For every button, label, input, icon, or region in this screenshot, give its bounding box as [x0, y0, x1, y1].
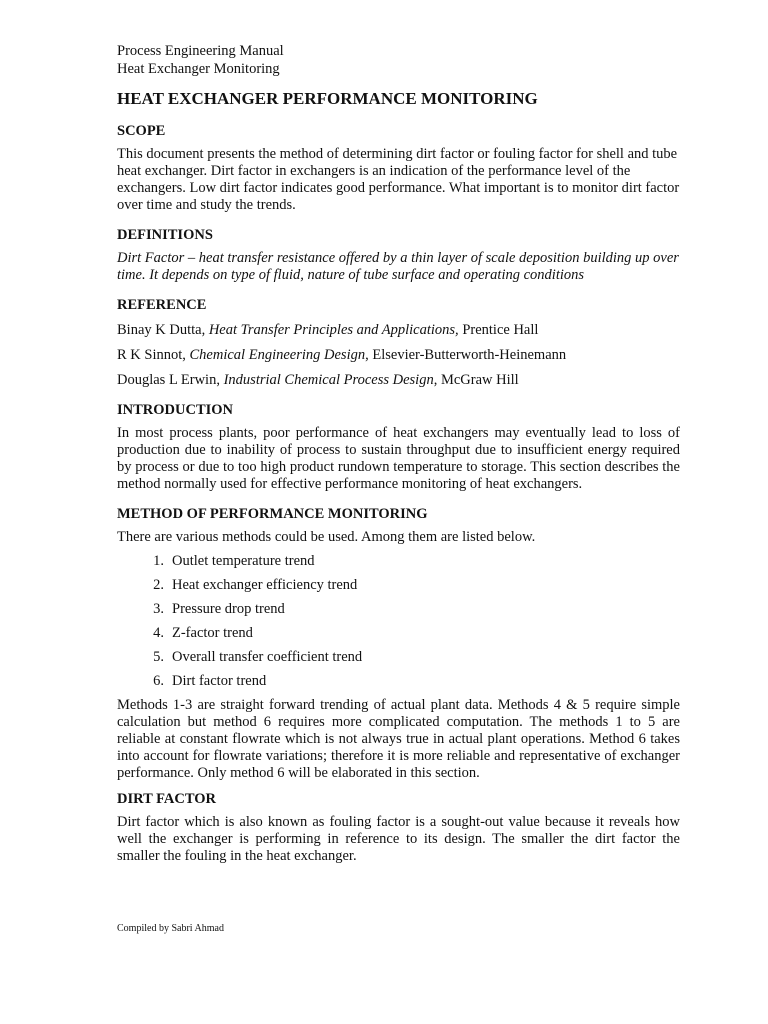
- reference-author: R K Sinnot,: [117, 347, 190, 363]
- introduction-heading: INTRODUCTION: [117, 402, 234, 418]
- document-page: [117, 42, 680, 865]
- method-heading: METHOD OF PERFORMANCE MONITORING: [117, 506, 428, 522]
- list-item-text: Dirt factor trend: [172, 673, 267, 689]
- dirt-factor-heading: DIRT FACTOR: [117, 791, 216, 807]
- reference-author: Binay K Dutta,: [117, 322, 209, 338]
- reference-book: Industrial Chemical Process Design: [223, 372, 434, 388]
- list-item-number: 1.: [153, 553, 164, 569]
- list-item-number: 5.: [153, 649, 164, 665]
- reference-item: [117, 322, 680, 339]
- reference-publisher: Prentice Hall: [458, 322, 539, 338]
- reference-publisher: , McGraw Hill: [433, 372, 519, 388]
- list-item: [117, 625, 680, 642]
- reference-list: [117, 322, 680, 389]
- scope-text: This document presents the method of determining dirt factor or fouling factor for shell and tube heat exchanger. Dirt factor in exchangers is an indication of the performance level of the exchangers. Low dirt factor indicates good performance. What important is to monitor dirt factor over time and study the trends.: [117, 146, 680, 213]
- list-item: [117, 553, 680, 570]
- list-item-number: 2.: [153, 577, 164, 593]
- definitions-heading: DEFINITIONS: [117, 227, 213, 243]
- list-item-text: Heat exchanger efficiency trend: [172, 577, 358, 593]
- method-intro: There are various methods could be used. Among them are listed below.: [117, 529, 536, 545]
- header-section-title: Heat Exchanger Monitoring: [117, 61, 280, 77]
- dirt-factor-text: Dirt factor which is also known as fouling factor is a sought-out value because it reveals how well the exchanger is performing in reference to its design. The smaller the dirt factor the smaller the fouling in the heat exchanger.: [117, 814, 680, 864]
- reference-book: Heat Transfer Principles and Applications,: [208, 322, 459, 338]
- list-item-number: 6.: [153, 673, 164, 689]
- list-item-text: Pressure drop trend: [172, 601, 285, 617]
- list-item-number: 4.: [153, 625, 164, 641]
- reference-item: [117, 347, 680, 364]
- header-manual-title: Process Engineering Manual: [117, 43, 284, 59]
- list-item: [117, 577, 680, 594]
- reference-heading: REFERENCE: [117, 297, 207, 313]
- reference-item: [117, 372, 680, 389]
- list-item-number: 3.: [153, 601, 164, 617]
- method-text: Methods 1-3 are straight forward trending of actual plant data. Methods 4 & 5 require simple calculation but method 6 requires more complicated computation. The methods 1 to 5 are reliable at constant flowrate which is not always true in actual plant operations. Method 6 takes into account for flowrate variations; therefore it is more reliable and representative of exchanger performance. Only method 6 will be elaborated in this section.: [117, 697, 680, 781]
- list-item: [117, 601, 680, 618]
- list-item-text: Outlet temperature trend: [172, 553, 315, 569]
- list-item-text: Z-factor trend: [172, 625, 253, 641]
- page-footer: Compiled by Sabri Ahmad: [117, 923, 224, 934]
- scope-heading: SCOPE: [117, 123, 166, 139]
- introduction-text: In most process plants, poor performance of heat exchangers may eventually lead to loss of production due to inability of process to sustain throughput due to insufficient energy required by process or due to too high product rundown temperature to storage. This section describes the method normally used for effective performance monitoring of heat exchangers.: [117, 425, 680, 492]
- list-item-text: Overall transfer coefficient trend: [172, 649, 363, 665]
- reference-publisher: , Elsevier-Butterworth-Heinemann: [365, 347, 567, 363]
- definitions-text: Dirt Factor – heat transfer resistance offered by a thin layer of scale deposition building up over time. It depends on type of fluid, nature of tube surface and operating conditions: [117, 250, 679, 283]
- reference-book: Chemical Engineering Design: [189, 347, 366, 363]
- document-title: HEAT EXCHANGER PERFORMANCE MONITORING: [117, 89, 538, 108]
- list-item: [117, 673, 680, 690]
- reference-author: Douglas L Erwin,: [117, 372, 224, 388]
- method-list: [117, 553, 680, 690]
- list-item: [117, 649, 680, 666]
